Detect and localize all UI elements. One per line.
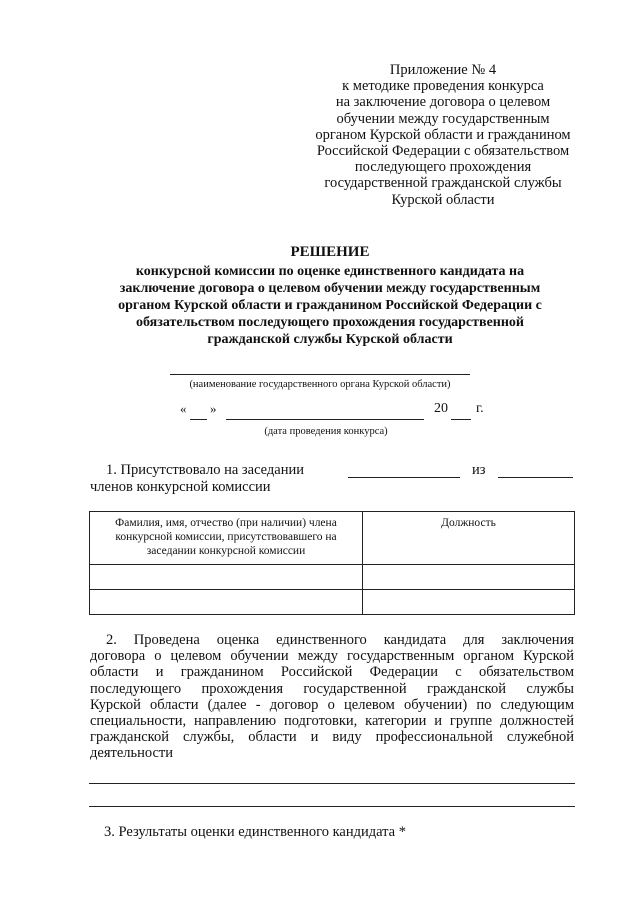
subtitle-line: гражданской службы Курской области [207, 332, 453, 347]
item-2-line: договора о целевом обучении между государственным органом Курской [90, 648, 574, 665]
subtitle-line: обязательством последующего прохождения государственной [135, 315, 524, 330]
appendix-header [300, 62, 586, 208]
table-row [90, 590, 575, 615]
document-subtitle [85, 263, 575, 348]
date-year-prefix: 20 [434, 401, 448, 416]
header-line: заседании конкурсной комиссии [146, 545, 306, 557]
item-1-text: 1. Присутствовало на заседании [106, 462, 305, 478]
appendix-line: к методике проведения конкурса [342, 78, 544, 95]
header-line: Фамилия, имя, отчество (при наличии) члена [115, 517, 337, 529]
header-member-name [90, 512, 363, 565]
item-2-line: деятельности [90, 745, 174, 762]
date-close-quote: » [210, 401, 217, 416]
appendix-line: последующего прохождения [354, 159, 532, 176]
subtitle-line: конкурсной комиссии по оценке единственного кандидата на [135, 264, 525, 279]
subtitle-line: заключение договора о целевом обучении между государственным [119, 281, 541, 296]
item-1-of: из [472, 462, 486, 478]
date-open-quote: « [180, 401, 187, 416]
item-2-line: последующего прохождения государственной гражданской службы [90, 680, 574, 697]
date-day-field[interactable] [190, 419, 207, 420]
specialty-field-line-1[interactable] [89, 783, 575, 784]
member-name-cell[interactable] [90, 590, 363, 615]
appendix-line: государственной гражданской службы [324, 175, 562, 192]
appendix-line: органом Курской области и гражданином [315, 126, 571, 143]
organ-name-field[interactable] [170, 374, 470, 375]
table-row [90, 565, 575, 590]
member-name-cell[interactable] [90, 565, 363, 590]
table-header-row [90, 512, 575, 565]
header-line: конкурсной комиссии, присутствовавшего на [115, 531, 337, 543]
appendix-line: обучении между государственным [336, 110, 550, 127]
date-year-field[interactable] [451, 419, 471, 420]
appendix-line: Российской Федерации с обязательством [316, 143, 570, 160]
item-2-line: Курской области (далее - договор о целевом обучении) по следующим [90, 696, 574, 713]
members-table [89, 511, 575, 615]
header-position: Должность [363, 512, 575, 565]
member-position-cell[interactable] [363, 565, 575, 590]
item-3: 3. Результаты оценки единственного кандидата * [104, 824, 406, 840]
item-2-line: гражданской службы, области и виду профессиональной служебной [90, 729, 574, 746]
appendix-line: на заключение договора о целевом [335, 94, 551, 111]
date-year-suffix: г. [476, 401, 484, 416]
total-count-field[interactable] [498, 477, 573, 478]
appendix-line: Курской области [391, 191, 495, 208]
date-caption: (дата проведения конкурса) [264, 426, 388, 437]
item-2 [90, 632, 574, 762]
item-1-text-cont: членов конкурсной комиссии [90, 479, 271, 495]
member-position-cell[interactable] [363, 590, 575, 615]
organ-name-caption: (наименование государственного органа Курской области) [189, 379, 451, 390]
specialty-field-line-2[interactable] [89, 806, 575, 807]
item-2-line: специальности, направлению подготовки, категории и группе должностей [90, 713, 574, 730]
item-2-line: 2. Проведена оценка единственного кандидата для заключения [106, 632, 574, 648]
appendix-line: Приложение № 4 [389, 62, 497, 78]
subtitle-line: органом Курской области и гражданином Российской Федерации с [118, 298, 542, 313]
date-month-field[interactable] [226, 419, 424, 420]
item-1 [90, 462, 575, 496]
present-count-field[interactable] [348, 477, 460, 478]
item-2-line: области и гражданином Российской Федерации с обязательством [90, 664, 574, 681]
document-title: РЕШЕНИЕ [290, 244, 370, 260]
